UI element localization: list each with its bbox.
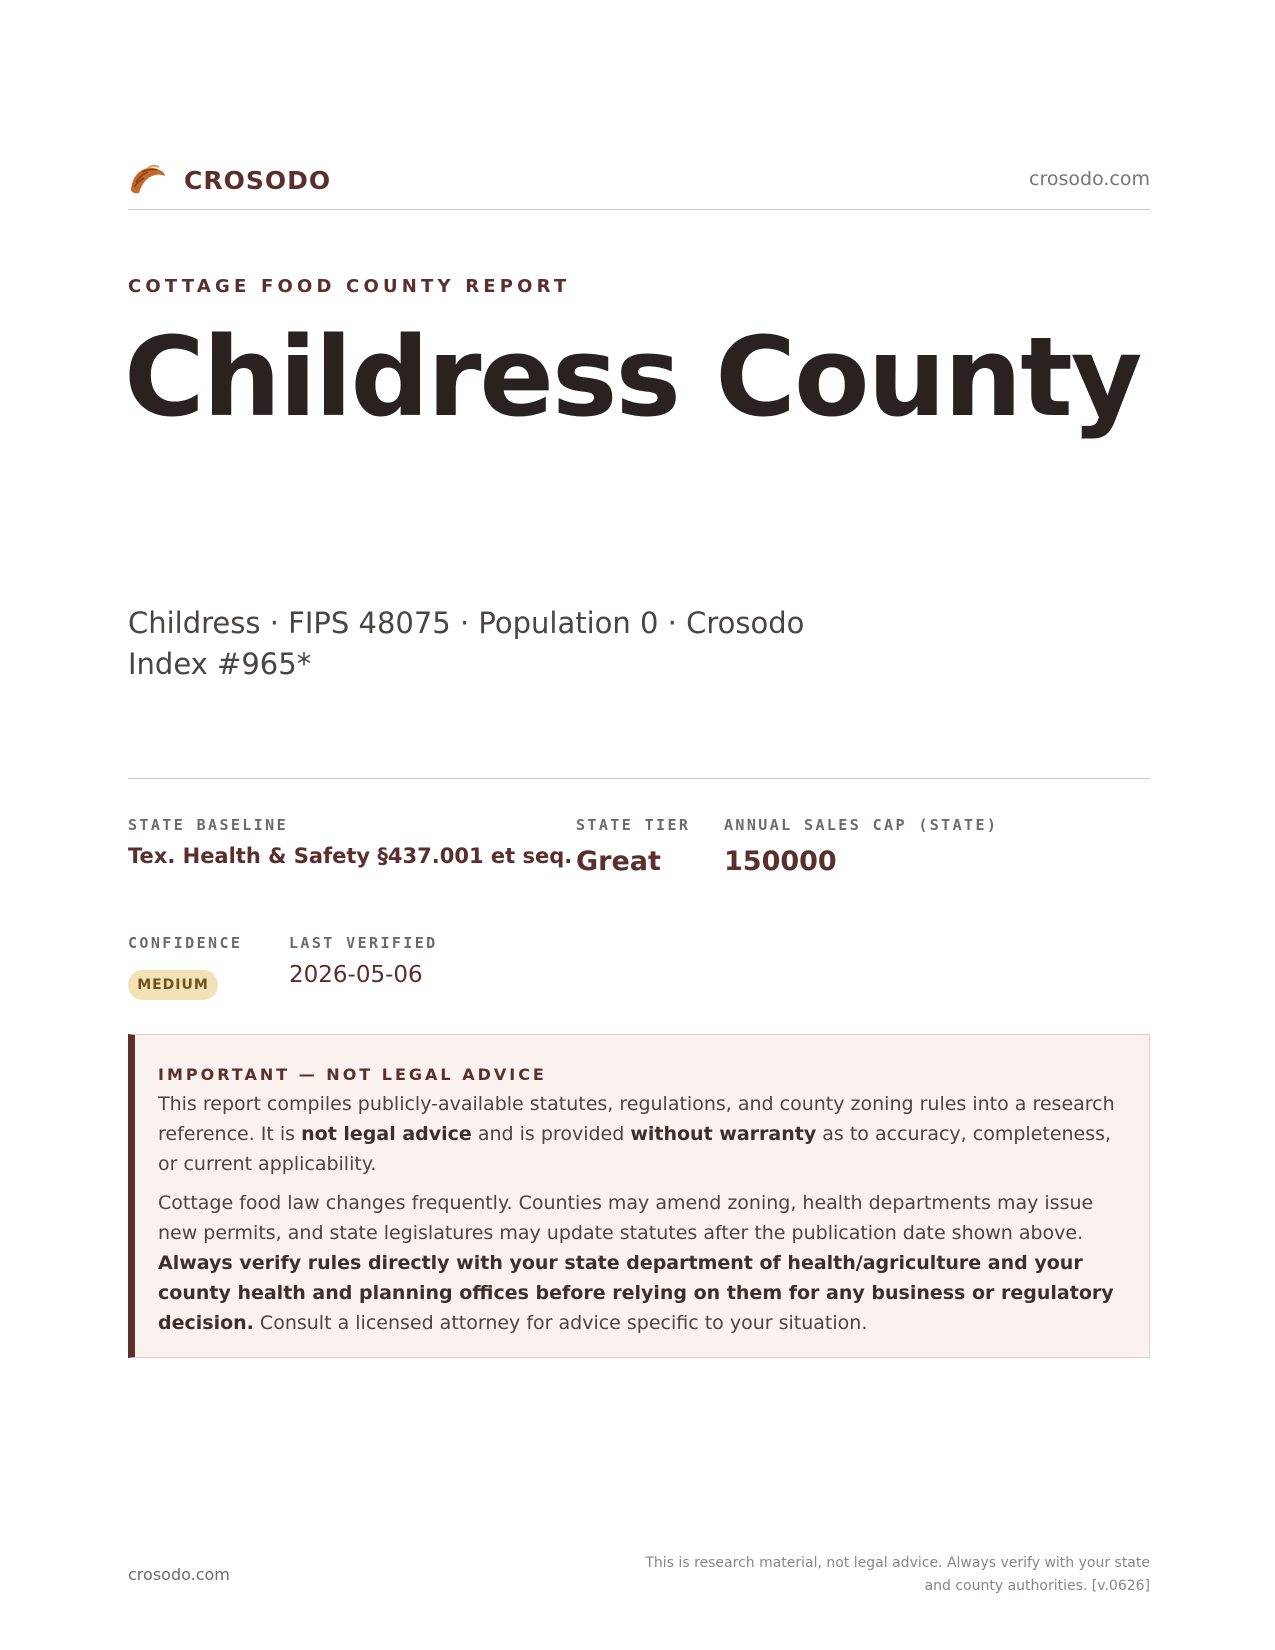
header xyxy=(128,158,1150,210)
county-subtitle: Childress · FIPS 48075 · Population 0 · Crosodo Index #965* xyxy=(128,606,805,681)
notice-heading: IMPORTANT — NOT LEGAL ADVICE xyxy=(158,1065,547,1084)
report-page xyxy=(124,0,1150,1650)
sales-cap-label: ANNUAL SALES CAP (STATE) xyxy=(724,816,999,834)
confidence-badge: MEDIUM xyxy=(128,970,218,1000)
state-baseline-value: Tex. Health & Safety §437.001 et seq. xyxy=(128,844,573,868)
footer-disclaimer: This is research material, not legal advice. Always verify with your state and county authorities. [v.0626] xyxy=(645,1555,1150,1594)
sales-cap-value: 150000 xyxy=(724,846,837,877)
notice-paragraph-1: This report compiles publicly-available statutes, regulations, and county zoning rules into a research reference. It is not legal advice and is provided without warranty as to accuracy, completeness, or current applicability. xyxy=(158,1093,1115,1175)
brand-name: CROSODO xyxy=(184,165,332,195)
report-eyebrow: COTTAGE FOOD COUNTY REPORT xyxy=(128,276,571,297)
state-tier-label: STATE TIER xyxy=(576,816,691,834)
legal-notice xyxy=(128,1034,1150,1358)
notice-paragraph-2: Cottage food law changes frequently. Counties may amend zoning, health departments may issue new permits, and state legislatures may update statutes after the publication date shown above. Always verify rules directly with your state department of health/agriculture and your county health and planning offices before relying on them for any business or regulatory decision. Consult a licensed attorney for advice specific to your situation. xyxy=(158,1192,1114,1334)
croissant-icon xyxy=(128,160,168,200)
site-url-link[interactable]: crosodo.com xyxy=(1029,168,1150,190)
section-divider xyxy=(128,778,1150,779)
brand[interactable] xyxy=(128,160,331,200)
confidence-label: CONFIDENCE xyxy=(128,934,243,952)
state-baseline-label: STATE BASELINE xyxy=(128,816,289,834)
state-tier-value: Great xyxy=(576,846,661,877)
page-title: Childress County xyxy=(124,313,1141,441)
last-verified-label: LAST VERIFIED xyxy=(289,934,438,952)
footer-site-url[interactable]: crosodo.com xyxy=(128,1565,230,1584)
last-verified-value: 2026-05-06 xyxy=(289,962,423,988)
